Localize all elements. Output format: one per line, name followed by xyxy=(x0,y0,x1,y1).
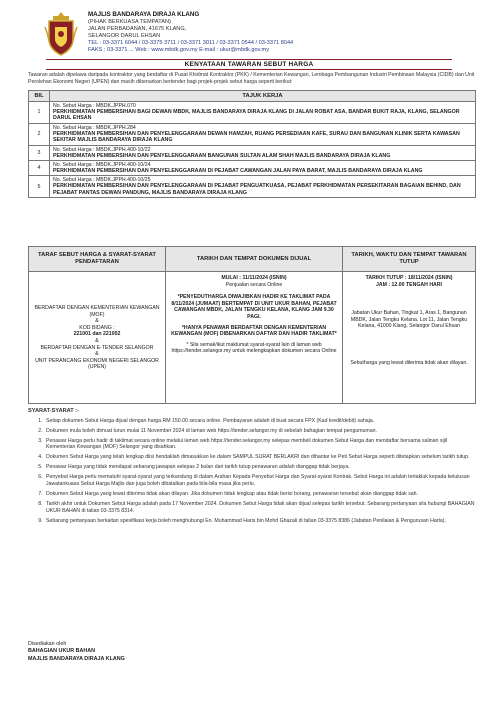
term-item: 4. Dokumen Sebut Harga yang telah lengkap diisi hendaklah dimasukkan ke dalam SAMPUL SURAT BERLAKRI dan dihantar ke Peti Sebut Harga seperti ditetapkan sebelum tarikh tutup. xyxy=(44,454,476,461)
closing-place: Jabatan Ukur Bahan, Tingkat 1, Aras 1, Bangunan MBDK, Jalan Tengku Kelana, Lot 11, Jalan Tengku Kelana, 41000 Klang, Selangor Darul Ehsan xyxy=(350,310,468,330)
table-row xyxy=(29,161,476,176)
signature-dept: BAHAGIAN UKUR BAHAN xyxy=(28,648,96,655)
signature-org: MAJLIS BANDARAYA DIRAJA KLANG xyxy=(28,655,125,662)
briefing-note: *PENYEDUTHARGA DIWAJIBKAN HADIR KE TAKLIMAT PADA 8/11/2024 (JUMAAT) BERTEMPAT DI UNIT UKUR BAHAN, PEJABAT CAWANGAN MBDK, JALAN TENGKU KELANA, KLANG JAM 9.30 PAGI. xyxy=(171,294,337,320)
late-note: Sebutharga yang lewat diterima tidak akan dilayan. xyxy=(350,359,468,366)
row-content xyxy=(50,123,476,145)
term-item: 9. Sebarang pertanyaan berkaitan spesifikasi kerja boleh menghubungi En. Muhammad Haris bin Mohd Ghazali di talian 03-3375 8386 (Jabatan Penilaian & Pengurusan Harta). xyxy=(44,518,476,525)
col-header-tajuk: TAJUK KERJA xyxy=(50,91,476,102)
work-title: PERKHIDMATAN PEMBERSIHAN DAN PENYELENGGARAAN DI PEJABAT PENGUATKUASA, PEJABAT PERKHIDMATAN PERSEKITARAN BAGAIAN BEHIND, DAN PEJABAT PANTAS DEWAN PANDUNG, MAJLIS BANDARAYA DIRAJA KLANG xyxy=(53,183,461,196)
address-line-3: SELANGOR DARUL EHSAN xyxy=(88,32,161,39)
row-number: 1 xyxy=(29,102,50,124)
address-line-2: JALAN PERBADANAN, 41675 KLANG, xyxy=(88,25,187,32)
term-item: 7. Dokumen Sebut Harga yang lewat diterima tidak akan dilayan. Jika dokumen tidak lengkap atau tidak berisi borang, penawaran tersebut akan dianggap tidak sah. xyxy=(44,491,476,498)
signature-line-1: Disediakan oleh xyxy=(28,641,67,647)
sale-method: Penjualan secara Online xyxy=(225,281,283,288)
term-item: 6. Penyebut Harga perlu mematuhi syarat-syarat yang terkandung di dalam Arahan Kepada Penyebut Harga dan Syarat-syarat Kontrak. Sebut Harga ini adalah tertakluk kepada kelulusan Jawatankuasa Sebut Harga Majlis dan juga boleh dibatalkan pada bila-bila masa jika perlu. xyxy=(44,474,476,487)
term-item: 2. Dokumen mula boleh dimuat turun mulai 11 November 2024 di laman web https://tender.selangor.my di sebelah bahagian tempat pengumuman. xyxy=(44,428,476,435)
table-row xyxy=(29,123,476,145)
row-content xyxy=(50,102,476,124)
quotation-ref: No. Sebut Harga : MBDK.JPPH.284 xyxy=(53,124,136,131)
row-number: 3 xyxy=(29,145,50,160)
details-table xyxy=(28,246,476,404)
quotation-ref: No. Sebut Harga : MBDK.JPPH.400-10/24 xyxy=(53,162,151,169)
req-line: BERDAFTAR DENGAN E-TENDER SELANGOR xyxy=(40,344,154,351)
sale-date: MULAI : 11/11/2024 (ISNIN) xyxy=(221,275,287,281)
document-sale-info xyxy=(166,272,343,404)
details-row xyxy=(29,272,476,404)
terms-section xyxy=(28,408,476,528)
works-table-header xyxy=(29,91,476,102)
online-note: * Sila semak/ikut maklumat syarat-syarat lain di laman web https://tender.selangor.my untuk melengkapkan dokumen secara Online xyxy=(171,341,337,355)
table-row xyxy=(29,102,476,124)
work-title: PERKHIDMATAN PEMBERSIHAN DAN PENYELENGGARAAN DI PEJABAT CAWANGAN JALAN PAYA BARAT, MAJLIS BANDARAYA DIRAJA KLANG xyxy=(53,168,423,175)
work-title: PERKHIDMATAN PEMBERSIHAN DAN PENYELENGGARAAN BANGUNAN SULTAN ALAM SHAH MAJLIS BANDARAYA DIRAJA KLANG xyxy=(53,152,391,159)
term-item: 3. Penawar Harga perlu hadir di taklimat secara online melalui laman web https://tender.selangor.my selepas membeli dokumen Sebut Harga dan mendaftar bersama salinan sijil Kementerian Kewangan (MOF) Selangor yang disahkan. xyxy=(44,438,476,451)
table-row xyxy=(29,176,476,198)
letterhead xyxy=(88,12,468,53)
works-table xyxy=(28,90,476,198)
notice-title: KENYATAAN TAWARAN SEBUT HARGA xyxy=(46,59,452,70)
term-item: 5. Penawar Harga yang tidak mendapat sebarang jawapan selepas 2 bulan dari tarikh tutup penawaran adalah dianggap tidak berjaya. xyxy=(44,464,476,471)
closing-info xyxy=(343,272,476,404)
col-header-taraf: TARAF SEBUT HARGA & SYARAT-SYARAT PENDAFTARAN xyxy=(29,247,166,272)
quotation-ref: No. Sebut Harga : MBDK.JPPH.400-10/22 xyxy=(53,146,151,153)
registration-requirements xyxy=(29,272,166,404)
req-line: KOD BIDANG : xyxy=(79,324,115,331)
terms-list xyxy=(28,418,476,525)
req-line: UNIT PERANCANG EKONOMI NEGERI SELANGOR (UPEN) xyxy=(35,357,159,371)
work-title: PERKHIDMATAN PEMBERSIHAN BAGI DEWAN MBDK, MAJLIS BANDARAYA DIRAJA KLANG DI JALAN ROBAT ASA, BANDAR BUKIT RAJA, KLANG, SELANGOR DARUL EHSAN xyxy=(53,109,460,122)
council-crest-logo xyxy=(44,11,78,57)
table-row xyxy=(29,145,476,160)
row-number: 5 xyxy=(29,176,50,198)
contact-line-2: FAKS : 03-3371 ... Web : www.mbdk.gov.my E-mail : ukur@mbdk.gov.my xyxy=(88,46,270,53)
contact-line-1: TEL : 03-3371 6044 / 03-3375 3711 / 03-3371 3011 / 03-3371 0544 / 03-3371 8044 xyxy=(88,39,294,46)
row-content xyxy=(50,145,476,160)
term-item: 1. Setiap dokumen Sebut Harga dijual dengan harga RM 150.00 secara online. Pembayaran adalah di buat secara FPX (Kad kredit/debit) sahaja. xyxy=(44,418,476,425)
quotation-ref: No. Sebut Harga : MBDK.JPPH.400-10/25 xyxy=(53,177,151,184)
req-line: & xyxy=(95,351,99,358)
req-line: 221001 dan 221002 xyxy=(73,331,121,338)
terms-heading: SYARAT-SYARAT :- xyxy=(28,408,79,414)
req-line: & xyxy=(95,318,99,325)
col-header-dokumen: TARIKH DAN TEMPAT DOKUMEN DIJUAL xyxy=(166,247,343,272)
row-number: 4 xyxy=(29,161,50,176)
work-title: PERKHIDMATAN PEMBERSIHAN DAN PENYELENGGARAAN DEWAN HAMZAH, RUANG PERSEDIAAN KAFE, SURAU DAN BANGUNAN KLINIK SERTA KAWASAN SEKITAR MAJLIS BANDARAYA DIRAJA KLANG xyxy=(53,130,460,144)
row-content xyxy=(50,161,476,176)
intro-paragraph: Tawaran adalah dipelawa daripada kontraktor yang berdaftar di Pusat Khidmat Kontraktor (PKK) / Kementerian Kewangan, Lembaga Pembangunan Industri Pembinaan Malaysia (CIDB) dan Unit Perolehan Ekonomi Negeri (UPEN) dan masih dibenarkan bertender bagi projek-projek sebut harga seperti berikut: xyxy=(28,72,475,85)
closing-date: TARIKH TUTUP : 18/11/2024 (ISNIN) xyxy=(365,275,453,281)
row-content xyxy=(50,176,476,198)
closing-time: JAM : 12.00 TENGAH HARI xyxy=(375,281,442,288)
details-table-header xyxy=(29,247,476,272)
req-line: BERDAFTAR DENGAN KEMENTERIAN KEWANGAN (MOF) xyxy=(34,305,160,318)
mof-note: *HANYA PENAWAR BERDAFTAR DENGAN KEMENTERIAN KEWANGAN (MOF) DIBENARKAN DAFTAR DAN HADIR TAKLIMAT* xyxy=(171,324,337,338)
address-line-1: (PIHAK BERKUASA TEMPATAN) xyxy=(88,18,171,25)
term-item: 8. Tarikh akhir untuk Dokumen Sebut Harga adalah pada 17 November 2024. Dokumen Sebut Harga tidak akan dijual selepas tarikh tersebut. Sebarang pertanyaan sila hubungi BAHAGIAN UKUR BAHAN di talian 03-3375 8314. xyxy=(44,501,476,514)
col-header-bil: BIL xyxy=(29,91,50,102)
req-line: & xyxy=(95,337,99,344)
col-header-tutup: TARIKH, WAKTU DAN TEMPAT TAWARAN TUTUP xyxy=(343,247,476,272)
org-name: MAJLIS BANDARAYA DIRAJA KLANG xyxy=(88,11,200,18)
row-number: 2 xyxy=(29,123,50,145)
quotation-ref: No. Sebut Harga : MBDK.JPPH.070 xyxy=(53,103,136,109)
signature-block xyxy=(28,641,125,663)
